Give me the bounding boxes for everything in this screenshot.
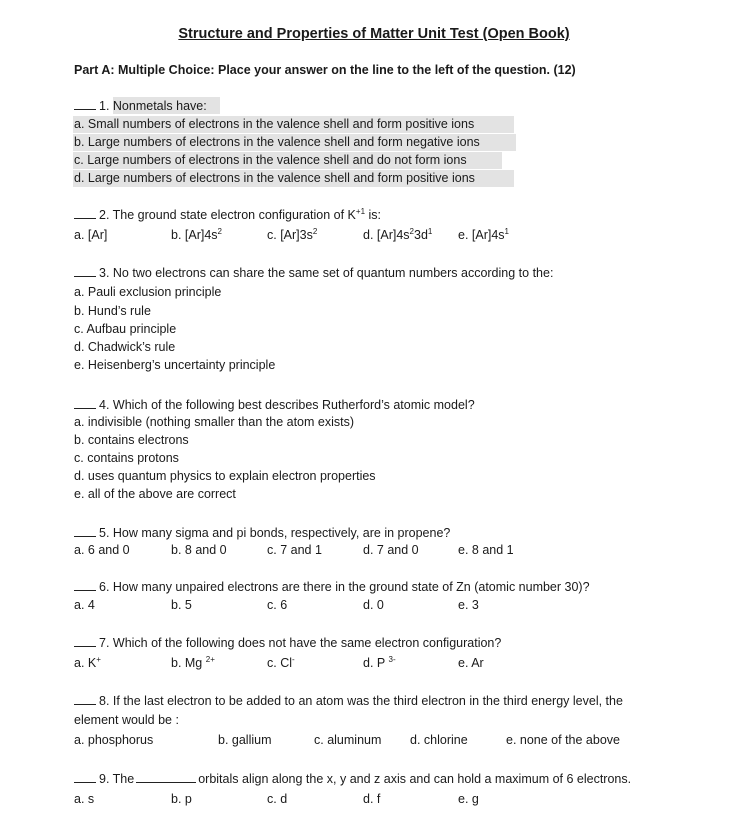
question-8: 8. If the last electron to be added to an atom was the third electron in the third energy level, the bbox=[74, 693, 623, 708]
option: d. f bbox=[363, 792, 381, 806]
question-1 bbox=[74, 98, 207, 113]
question-3: 3. No two electrons can share the same set of quantum numbers according to the: bbox=[74, 265, 553, 280]
answer-line[interactable] bbox=[74, 265, 96, 277]
option: c. Cl- bbox=[267, 654, 295, 670]
option: a. s bbox=[74, 792, 95, 806]
option: a. Small numbers of electrons in the valence shell and form positive ions bbox=[74, 117, 475, 131]
answer-line[interactable] bbox=[74, 525, 96, 537]
option: a. 4 bbox=[74, 598, 95, 612]
option: e. 3 bbox=[458, 598, 479, 612]
option: b. 8 and 0 bbox=[171, 543, 227, 557]
option: c. 7 and 1 bbox=[267, 543, 322, 557]
option: a. K+ bbox=[74, 654, 101, 670]
option: a. [Ar] bbox=[74, 228, 108, 242]
option: b. Hund’s rule bbox=[74, 304, 151, 318]
part-a-heading: Part A: Multiple Choice: Place your answer on the line to the left of the question. (12) bbox=[74, 63, 576, 77]
option: a. phosphorus bbox=[74, 733, 154, 747]
option: b. $[Ar]4s^2$ bbox=[171, 226, 222, 242]
option: b. Large numbers of electrons in the valence shell and form negative ions bbox=[74, 135, 480, 149]
answer-line[interactable] bbox=[74, 771, 96, 783]
option: e. 8 and 1 bbox=[458, 543, 514, 557]
answer-line[interactable] bbox=[74, 98, 96, 110]
test-title: Structure and Properties of Matter Unit Test (Open Book) bbox=[178, 26, 570, 42]
option: c. Aufbau principle bbox=[74, 322, 177, 336]
option: d. 0 bbox=[363, 598, 384, 612]
question-9: 9. The orbitals align along the x, y and z axis and can hold a maximum of 6 electrons. bbox=[74, 771, 631, 786]
answer-line[interactable] bbox=[74, 635, 96, 647]
question-6: 6. How many unpaired electrons are there in the ground state of Zn (atomic number 30)? bbox=[74, 579, 590, 594]
answer-line[interactable] bbox=[74, 207, 96, 219]
option: e. $[Ar]4s^1$ bbox=[458, 226, 509, 242]
question-7: 7. Which of the following does not have the same electron configuration? bbox=[74, 635, 501, 650]
question-stem: 1. Nonmetals have: bbox=[99, 99, 207, 113]
option: e. none of the above bbox=[506, 733, 620, 747]
option: d. $[Ar]4s^23d^1$ bbox=[363, 226, 433, 242]
option: c. aluminum bbox=[314, 733, 382, 747]
option: e. Heisenberg’s uncertainty principle bbox=[74, 358, 276, 372]
option: a. indivisible (nothing smaller than the atom exists) bbox=[74, 415, 354, 429]
option: d. uses quantum physics to explain electron properties bbox=[74, 469, 376, 483]
option: c. $[Ar]3s^2$ bbox=[267, 226, 318, 242]
option: d. 7 and 0 bbox=[363, 543, 419, 557]
option: d. P $^{3-}$ bbox=[363, 654, 396, 670]
option: e. all of the above are correct bbox=[74, 487, 236, 501]
option: b. Mg $^{2+}$ bbox=[171, 654, 215, 670]
option: b. gallium bbox=[218, 733, 272, 747]
option: b. 5 bbox=[171, 598, 192, 612]
option: e. g bbox=[458, 792, 479, 806]
question-5: 5. How many sigma and pi bonds, respectively, are in propene? bbox=[74, 525, 450, 540]
option: c. Large numbers of electrons in the valence shell and do not form ions bbox=[74, 153, 467, 167]
option: a. 6 and 0 bbox=[74, 543, 130, 557]
option: b. p bbox=[171, 792, 192, 806]
option: d. Large numbers of electrons in the valence shell and form positive ions bbox=[74, 171, 475, 185]
option: c. d bbox=[267, 792, 288, 806]
fill-in-blank[interactable] bbox=[136, 771, 196, 783]
option: c. 6 bbox=[267, 598, 288, 612]
option: b. contains electrons bbox=[74, 433, 189, 447]
option: c. contains protons bbox=[74, 451, 179, 465]
option: d. chlorine bbox=[410, 733, 468, 747]
answer-line[interactable] bbox=[74, 693, 96, 705]
option: e. Ar bbox=[458, 656, 484, 670]
question-2: 2. The ground state electron configuration of $K^{+1}$ is: bbox=[74, 207, 381, 222]
answer-line[interactable] bbox=[74, 579, 96, 591]
question-4: 4. Which of the following best describes Rutherford’s atomic model? bbox=[74, 397, 475, 412]
question-8-continued: element would be : bbox=[74, 713, 179, 727]
answer-line[interactable] bbox=[74, 397, 96, 409]
option: d. Chadwick’s rule bbox=[74, 340, 176, 354]
option: a. Pauli exclusion principle bbox=[74, 285, 222, 299]
